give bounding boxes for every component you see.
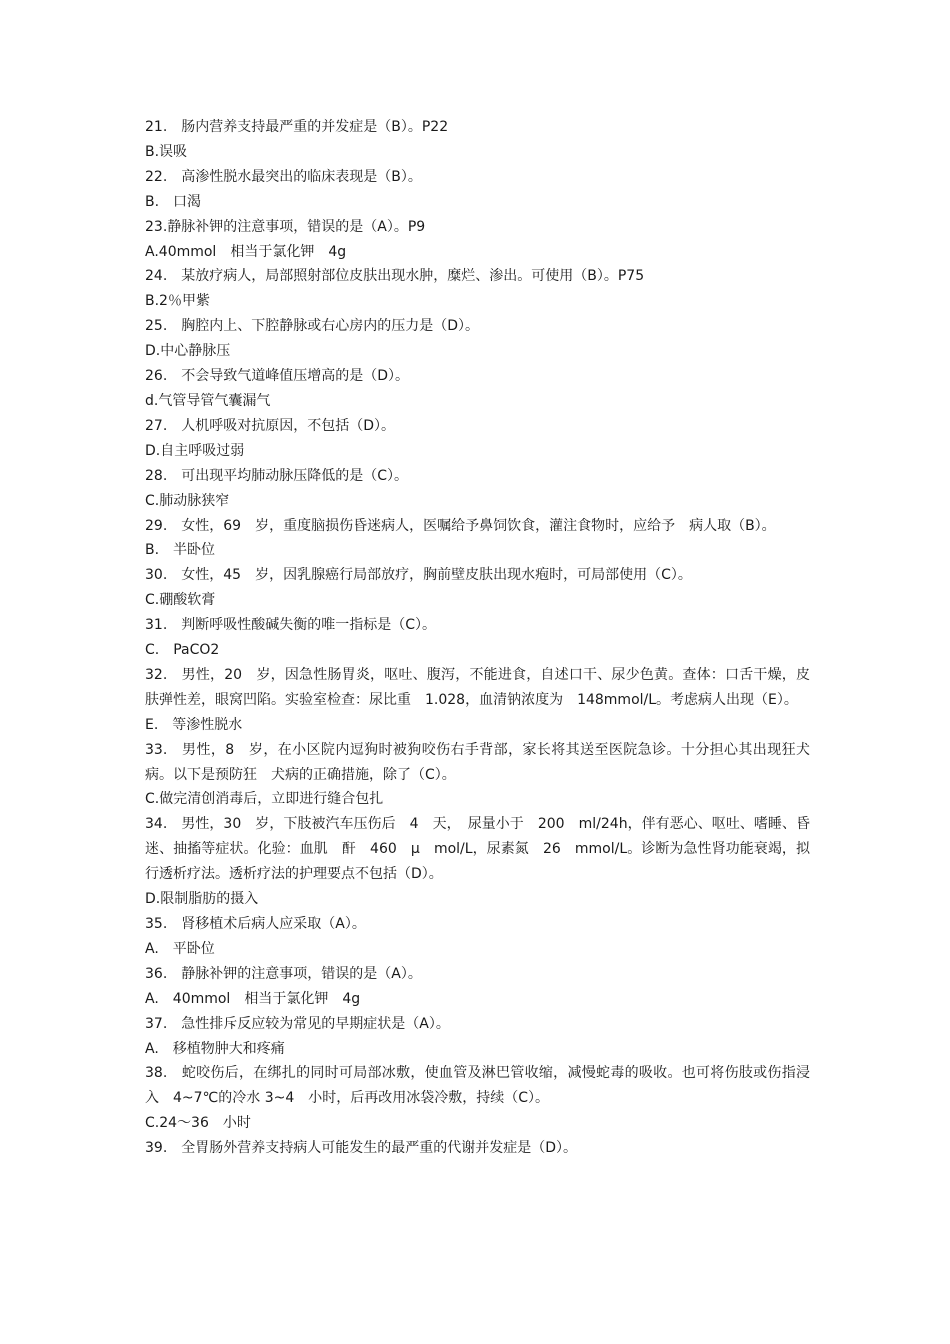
question-34: [145, 812, 810, 912]
question-text: 21. 肠内营养支持最严重的并发症是（B）。P22: [145, 119, 449, 135]
document-page: [145, 115, 810, 1161]
question-text: 32. 男性，20 岁，因急性肠胃炎，呕吐、腹泻，不能进食，自述口干、尿少色黄。查体：口舌干燥，皮肤弹性差，眼窝凹陷。实验室检查：尿比重 1.028，血清钠浓度为 148mmol/L。考虑病人出现（E）。: [145, 666, 810, 708]
answer-text: B. 口渴: [145, 193, 202, 210]
question-32: [145, 663, 810, 738]
question-28: [145, 464, 810, 514]
question-text: 22. 高渗性脱水最突出的临床表现是（B）。: [145, 168, 422, 185]
question-text: 36. 静脉补钾的注意事项，错误的是（A）。: [145, 965, 422, 982]
question-text: 24. 某放疗病人，局部照射部位皮肤出现水肿，糜烂、渗出。可使用（B）。P75: [145, 268, 645, 285]
question-26: [145, 364, 810, 414]
answer-text: C.做完清创消毒后，立即进行缝合包扎: [145, 791, 384, 808]
answer-text: C.肺动脉狭窄: [145, 492, 230, 509]
question-38: [145, 1061, 810, 1136]
answer-text: D.自主呼吸过弱: [145, 442, 245, 459]
answer-text: d.气管导管气囊漏气: [145, 392, 271, 409]
answer-text: B. 半卧位: [145, 542, 216, 559]
question-35: [145, 912, 810, 962]
question-31: [145, 613, 810, 663]
question-text: 28. 可出现平均肺动脉压降低的是（C）。: [145, 467, 409, 484]
question-text: 35. 肾移植术后病人应采取（A）。: [145, 916, 366, 932]
question-23: [145, 215, 810, 265]
answer-text: D.中心静脉压: [145, 343, 231, 360]
question-text: 34. 男性，30 岁，下肢被汽车压伤后 4 天， 尿量小于 200 ml/24h，伴有恶心、呕吐、嗜睡、昏迷、抽搐等症状。化验：血肌 酐 460 μ mol/L，尿素氮 26 mmol/L。诊断为急性肾功能衰竭，拟行透析疗法。透析疗法的护理要点不包括（D）。: [145, 816, 810, 883]
question-25: [145, 314, 810, 364]
question-36: [145, 962, 810, 1012]
question-text: 30. 女性，45 岁，因乳腺癌行局部放疗，胸前壁皮肤出现水疱时，可局部使用（C）。: [145, 567, 692, 584]
answer-text: D.限制脂肪的摄入: [145, 891, 259, 908]
question-22: [145, 165, 810, 215]
answer-text: A. 40mmol 相当于氯化钾 4g: [145, 990, 361, 1007]
answer-text: C.硼酸软膏: [145, 592, 216, 609]
question-text: 38. 蛇咬伤后，在绑扎的同时可局部冰敷，使血管及淋巴管收缩，减慢蛇毒的吸收。也可将伤肢或伤指浸入 4~7℃的冷水 3~4 小时，后再改用冰袋冷敷，持续（C）。: [145, 1065, 810, 1107]
question-text: 33. 男性，8 岁，在小区院内逗狗时被狗咬伤右手背部，家长将其送至医院急诊。十分担心其出现狂犬病。以下是预防狂 犬病的正确措施，除了（C）。: [145, 741, 810, 783]
question-24: [145, 264, 810, 314]
answer-text: A. 移植物肿大和疼痛: [145, 1040, 285, 1057]
question-29: [145, 514, 810, 564]
answer-text: E. 等渗性脱水: [145, 716, 243, 733]
question-27: [145, 414, 810, 464]
question-text: 39. 全胃肠外营养支持病人可能发生的最严重的代谢并发症是（D）。: [145, 1140, 578, 1157]
question-text: 37. 急性排斥反应较为常见的早期症状是（A）。: [145, 1015, 450, 1032]
answer-text: B.2％甲紫: [145, 293, 210, 310]
question-text: 26. 不会导致气道峰值压增高的是（D）。: [145, 368, 410, 385]
question-text: 23.静脉补钾的注意事项，错误的是（A）。P9: [145, 218, 426, 235]
question-39: [145, 1136, 810, 1161]
answer-text: A. 平卧位: [145, 940, 215, 957]
question-text: 29. 女性，69 岁，重度脑损伤昏迷病人，医嘱给予鼻饲饮食，灌注食物时，应给予 病人取（B）。: [145, 517, 776, 534]
answer-text: C. PaCO2: [145, 642, 220, 659]
question-30: [145, 563, 810, 613]
answer-text: A.40mmol 相当于氯化钾 4g: [145, 243, 347, 260]
question-21: [145, 115, 810, 165]
question-37: [145, 1012, 810, 1062]
question-text: 27. 人机呼吸对抗原因，不包括（D）。: [145, 417, 396, 434]
question-text: 25. 胸腔内上、下腔静脉或右心房内的压力是（D）。: [145, 318, 480, 335]
question-33: [145, 738, 810, 813]
answer-text: C.24～36 小时: [145, 1115, 251, 1132]
question-text: 31. 判断呼吸性酸碱失衡的唯一指标是（C）。: [145, 617, 437, 634]
answer-text: B.误吸: [145, 143, 188, 160]
